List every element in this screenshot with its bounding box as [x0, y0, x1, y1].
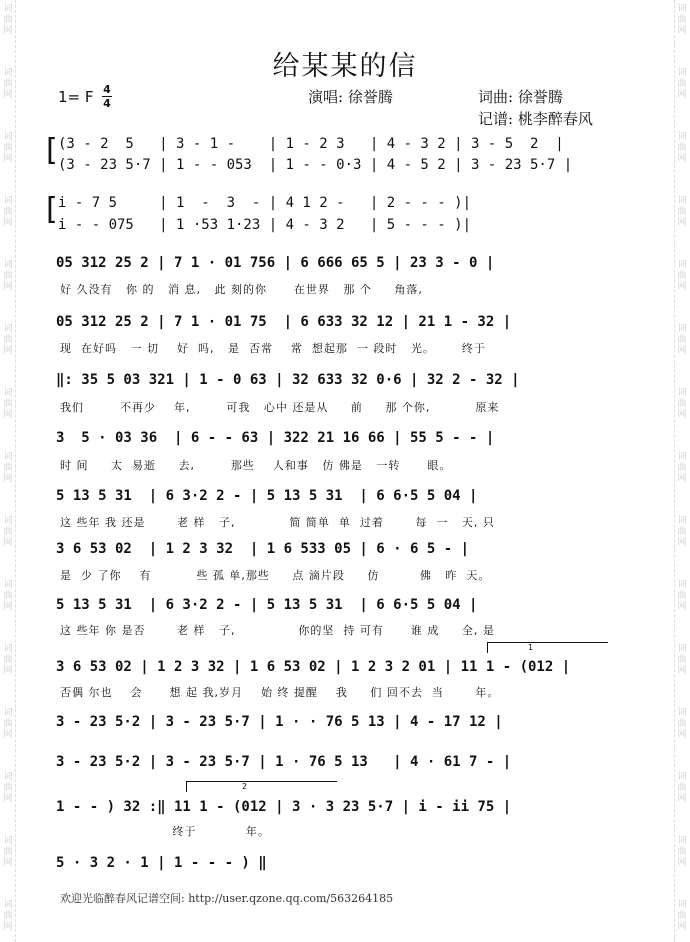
outro-row: 5 · 3 2 · 1 | 1 - - - ) ‖: [56, 855, 267, 871]
melody-row-7: 5 13 5 31 | 6 3·2 2 - | 5 13 5 31 | 6 6·5 5 04 |: [56, 597, 478, 613]
watermark-text: 词 曲 网: [677, 516, 687, 548]
lyrics-row-9: 终于 年。: [60, 825, 270, 838]
song-title: 给某某的信: [272, 51, 418, 82]
melody-row-2: 05 312 25 2 | 7 1 · 01 75 | 6 633 32 12 | 21 1 - 32 |: [56, 314, 512, 330]
time-signature: [102, 84, 112, 109]
watermark-text: 词 曲 网: [677, 68, 687, 100]
watermark-text: 词 曲 网: [3, 900, 13, 932]
intro-row-lower-1: (3 - 23 5·7 | 1 - - 053 | 1 - - 0·3 | 4 - 5 2 | 3 - 23 5·7 |: [58, 157, 573, 173]
transcriber-credit: 记谱: 桃李醉春风: [478, 110, 593, 128]
footer-text: 欢迎光临醉春风记谱空间: http://user.qzone.qq.com/563264185: [60, 892, 394, 905]
watermark-text: 词 曲 网: [3, 132, 13, 164]
watermark-text: 词 曲 网: [3, 260, 13, 292]
interlude-row-1: 3 - 23 5·2 | 3 - 23 5·7 | 1 · · 76 5 13 | 4 - 17 12 |: [56, 714, 503, 730]
melody-row-9: 1 - - ) 32 :‖ 11 1 - (012 | 3 · 3 23 5·7 | i - ii 75 |: [56, 799, 512, 815]
interlude-row-2: 3 - 23 5·2 | 3 - 23 5·7 | 1 · 76 5 13 | 4 · 61 7 - |: [56, 754, 512, 770]
watermark-text: 词 曲 网: [3, 644, 13, 676]
watermark-text: 词 曲 网: [677, 580, 687, 612]
watermark-text: 词 曲 网: [677, 772, 687, 804]
watermark-text: 词 曲 网: [677, 452, 687, 484]
volta-number: 1: [528, 643, 534, 652]
lyrics-row-8: 否偶 尔也 会 想 起 我,岁月 始 终 提醒 我 们 回不去 当 年。: [60, 686, 500, 699]
watermark-text: 词 曲 网: [3, 708, 13, 740]
watermark-text: 词 曲 网: [3, 580, 13, 612]
melody-row-3: ‖: 35 5 03 321 | 1 - 0 63 | 32 633 32 0·6 | 32 2 - 32 |: [56, 372, 520, 388]
watermark-text: 词 曲 网: [677, 196, 687, 228]
system-bracket: [: [46, 133, 58, 168]
melody-row-4: 3 5 · 03 36 | 6 - - 63 | 322 21 16 66 | 55 5 - - |: [56, 430, 495, 446]
volta-bracket-1: [487, 642, 608, 653]
watermark-text: 词 曲 网: [3, 836, 13, 868]
watermark-text: 词 曲 网: [3, 772, 13, 804]
melody-row-1: 05 312 25 2 | 7 1 · 01 756 | 6 666 65 5 | 23 3 - 0 |: [56, 255, 495, 271]
lyrics-row-3: 我们 不再少 年, 可我 心中 还是从 前 那 个你, 原来: [60, 401, 500, 414]
singer-credit: 演唱: 徐誉腾: [308, 88, 393, 106]
key-signature: 1= F: [58, 88, 94, 106]
watermark-right: [674, 0, 689, 942]
system-bracket: [: [46, 192, 58, 227]
lyrics-row-5: 这 些年 我 还是 老 样 子, 简 简单 单 过着 每 一 天, 只: [60, 516, 495, 529]
watermark-text: 词 曲 网: [3, 4, 13, 36]
watermark-text: 词 曲 网: [677, 324, 687, 356]
lyrics-row-2: 现 在好吗 一 切 好 吗, 是 否常 常 想起那 一 段时 光。 终于: [60, 342, 486, 355]
intro-row-lower-2: i - - 075 | 1 ·53 1·23 | 4 - 3 2 | 5 - - - )|: [58, 217, 472, 233]
composer-credit: 词曲: 徐誉腾: [478, 88, 563, 106]
volta-bracket-2: [186, 781, 337, 792]
watermark-text: 词 曲 网: [677, 260, 687, 292]
melody-row-5: 5 13 5 31 | 6 3·2 2 - | 5 13 5 31 | 6 6·5 5 04 |: [56, 488, 478, 504]
watermark-text: 词 曲 网: [677, 900, 687, 932]
lyrics-row-1: 好 久没有 你 的 消 息, 此 刻的你 在世界 那 个 角落,: [60, 283, 423, 296]
watermark-left: [1, 0, 16, 942]
watermark-text: 词 曲 网: [677, 836, 687, 868]
watermark-text: 词 曲 网: [3, 196, 13, 228]
watermark-text: 词 曲 网: [677, 644, 687, 676]
watermark-text: 词 曲 网: [3, 388, 13, 420]
watermark-text: 词 曲 网: [677, 708, 687, 740]
watermark-text: 词 曲 网: [677, 132, 687, 164]
lyrics-row-4: 时 间 太 易逝 去, 那些 人和事 仿 佛是 一转 眼。: [60, 459, 452, 472]
melody-row-8: 3 6 53 02 | 1 2 3 32 | 1 6 53 02 | 1 2 3 2 01 | 11 1 - (012 |: [56, 659, 571, 675]
watermark-text: 词 曲 网: [677, 388, 687, 420]
lyrics-row-7: 这 些年 你 是否 老 样 子, 你的坚 持 可有 谁 成 全, 是: [60, 624, 495, 637]
melody-row-6: 3 6 53 02 | 1 2 3 32 | 1 6 533 05 | 6 · 6 5 - |: [56, 541, 470, 557]
time-signature-bottom: 4: [103, 97, 111, 110]
volta-number: 2: [242, 782, 248, 791]
time-signature-top: 4: [103, 83, 111, 96]
lyrics-row-6: 是 少 了你 有 些 孤 单,那些 点 滴片段 仿 佛 昨 天。: [60, 569, 491, 582]
intro-row-upper-1: (3 - 2 5 | 3 - 1 - | 1 - 2 3 | 4 - 3 2 | 3 - 5 2 |: [58, 136, 564, 152]
watermark-text: 词 曲 网: [3, 516, 13, 548]
watermark-text: 词 曲 网: [3, 324, 13, 356]
watermark-text: 词 曲 网: [3, 68, 13, 100]
intro-row-upper-2: i - 7 5 | 1 - 3 - | 4 1 2 - | 2 - - - )|: [58, 195, 472, 211]
watermark-text: 词 曲 网: [677, 4, 687, 36]
watermark-text: 词 曲 网: [3, 452, 13, 484]
